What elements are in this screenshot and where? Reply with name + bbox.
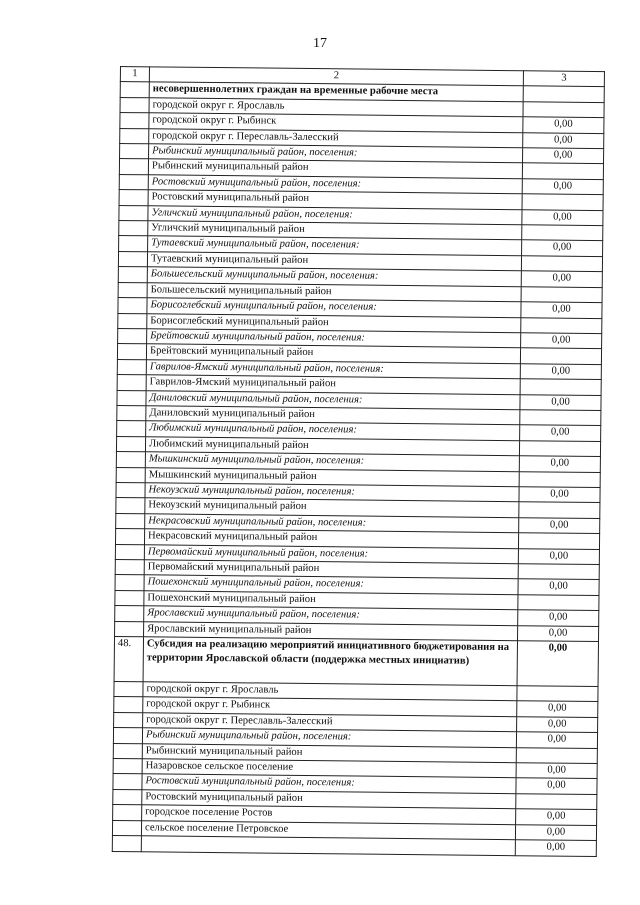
row-value: 0,00 (516, 809, 597, 825)
row-number (113, 774, 142, 790)
row-number (115, 606, 144, 622)
row-value: 0,00 (523, 117, 604, 133)
row-number (114, 682, 143, 698)
row-name: Гаврилов-Ямский муниципальный район (146, 375, 520, 394)
row-value: 0,00 (522, 209, 603, 225)
row-name: Ростовский муниципальный район, поселения: (148, 175, 522, 194)
row-number (117, 421, 146, 437)
row-number (112, 820, 141, 836)
row-name: Первомайский муниципальный район, поселения: (144, 544, 518, 563)
row-name: Угличский муниципальный район, поселения: (148, 205, 522, 224)
row-name: Назаровское сельское поселение (142, 759, 516, 778)
row-value: 0,00 (518, 548, 599, 564)
row-value (519, 471, 600, 487)
row-value: 0,00 (516, 778, 597, 794)
row-name: Ростовский муниципальный район (148, 190, 522, 209)
row-name: Ростовский муниципальный район, поселения: (142, 774, 516, 793)
row-value: 0,00 (515, 824, 596, 840)
row-value (519, 502, 600, 518)
row-value: 0,00 (522, 240, 603, 256)
row-name: Большесельский муниципальный район, поселения: (147, 267, 521, 286)
row-value (518, 595, 599, 611)
row-name: Даниловский муниципальный район (146, 406, 520, 425)
row-number (116, 467, 145, 483)
row-number (120, 128, 149, 144)
row-number (119, 236, 148, 252)
row-number (116, 498, 145, 514)
row-value: 0,00 (523, 132, 604, 148)
row-number (115, 544, 144, 560)
row-name: городской округ г. Переславль-Залесский (149, 128, 523, 147)
row-number (115, 590, 144, 606)
row-number (116, 436, 145, 452)
row-number (112, 836, 141, 852)
row-value (523, 86, 604, 102)
row-name: Пошехонский муниципальный район (144, 591, 518, 610)
row-value (522, 225, 603, 241)
row-number (118, 282, 147, 298)
row-name: Ярославский муниципальный район (144, 621, 518, 640)
row-name: Некоузский муниципальный район (145, 498, 519, 517)
row-value: 0,00 (516, 763, 597, 779)
row-number (118, 328, 147, 344)
row-value (519, 440, 600, 456)
row-value: 0,00 (518, 625, 599, 641)
header-col-3: 3 (523, 71, 604, 87)
row-value (520, 379, 601, 395)
row-name: городской округ г. Ярославль (143, 682, 517, 701)
row-value (517, 686, 598, 702)
row-number (113, 789, 142, 805)
row-number (117, 344, 146, 360)
row-name: Ростовский муниципальный район (142, 790, 516, 809)
row-name: городской округ г. Рыбинск (149, 113, 523, 132)
row-value: 0,00 (521, 302, 602, 318)
row-value: 0,00 (521, 271, 602, 287)
row-name: Некоузский муниципальный район, поселения: (145, 483, 519, 502)
row-value: 0,00 (518, 579, 599, 595)
row-number (120, 82, 149, 98)
row-number (120, 113, 149, 129)
row-number (120, 97, 149, 113)
row-name: Большесельский муниципальный район (147, 282, 521, 301)
row-name: Гаврилов-Ямский муниципальный район, поселения: (146, 360, 520, 379)
row-number (119, 190, 148, 206)
row-name: Рыбинский муниципальный район (148, 159, 522, 178)
row-value (522, 194, 603, 210)
row-number (115, 621, 144, 637)
row-number (118, 251, 147, 267)
subsidy-value: 0,00 (517, 641, 598, 687)
row-name: Некрасовский муниципальный район (144, 529, 518, 548)
row-name: городской округ г. Рыбинск (143, 697, 517, 716)
row-number (113, 759, 142, 775)
row-number (118, 298, 147, 314)
row-name (141, 836, 515, 855)
row-number (117, 390, 146, 406)
row-name: Пошехонский муниципальный район, поселения: (144, 575, 518, 594)
row-value: 0,00 (520, 363, 601, 379)
row-number (116, 482, 145, 498)
row-value (521, 286, 602, 302)
row-name: Рыбинский муниципальный район (142, 743, 516, 762)
row-number (117, 359, 146, 375)
row-name: Некрасовский муниципальный район, поселения: (145, 514, 519, 533)
subsidy-row (114, 637, 598, 687)
row-name: Тутаевский муниципальный район (147, 252, 521, 271)
row-value: 0,00 (520, 425, 601, 441)
row-value (518, 533, 599, 549)
row-value: 0,00 (517, 717, 598, 733)
row-name: Даниловский муниципальный район, поселения: (146, 390, 520, 409)
row-value (518, 564, 599, 580)
header-col-1: 1 (120, 67, 149, 83)
row-number (113, 728, 142, 744)
row-name: Ярославский муниципальный район, поселения: (144, 606, 518, 625)
row-number (120, 144, 149, 160)
row-number (119, 205, 148, 221)
row-number (119, 221, 148, 237)
budget-table (112, 66, 605, 857)
row-name: Любимский муниципальный район, поселения: (146, 421, 520, 440)
row-number (117, 375, 146, 391)
row-value: 0,00 (518, 610, 599, 626)
subsidy-title: Субсидия на реализацию мероприятий инициативного бюджетирования на территории Ярославской области (поддержка местных инициатив) (143, 637, 517, 686)
row-name: Любимский муниципальный район (145, 437, 519, 456)
row-name: Брейтовский муниципальный район, поселения: (147, 329, 521, 348)
row-name: сельское поселение Петровское (141, 820, 515, 839)
header-col-2: 2 (149, 67, 523, 86)
row-number (116, 513, 145, 529)
row-value (521, 256, 602, 272)
row-value (520, 348, 601, 364)
row-value: 0,00 (517, 701, 598, 717)
row-name: Мышкинский муниципальный район (145, 467, 519, 486)
row-name: Первомайский муниципальный район (144, 560, 518, 579)
row-number (117, 405, 146, 421)
row-value: 0,00 (519, 456, 600, 472)
row-name: Брейтовский муниципальный район (146, 344, 520, 363)
row-number (115, 529, 144, 545)
row-value (523, 102, 604, 118)
row-name: несовершеннолетних граждан на временные рабочие места (149, 82, 523, 101)
row-name: Угличский муниципальный район (148, 221, 522, 240)
row-name: Рыбинский муниципальный район, поселения: (142, 728, 516, 747)
row-number (118, 313, 147, 329)
row-name: Рыбинский муниципальный район, поселения: (149, 144, 523, 163)
row-name: городское поселение Ростов (142, 805, 516, 824)
row-name: городской округ г. Ярославль (149, 98, 523, 117)
row-number (115, 575, 144, 591)
row-name: Мышкинский муниципальный район, поселения: (145, 452, 519, 471)
row-value: 0,00 (520, 394, 601, 410)
row-number (116, 452, 145, 468)
row-number (113, 805, 142, 821)
row-value: 0,00 (515, 840, 596, 856)
row-number (118, 267, 147, 283)
row-number (119, 159, 148, 175)
page-number: 17 (313, 36, 327, 51)
row-value (520, 410, 601, 426)
row-name: Тутаевский муниципальный район, поселения: (148, 236, 522, 255)
row-value (516, 794, 597, 810)
row-value: 0,00 (519, 487, 600, 503)
row-value: 0,00 (516, 732, 597, 748)
row-name: Борисоглебский муниципальный район, поселения: (147, 298, 521, 317)
row-number (114, 697, 143, 713)
row-value: 0,00 (519, 517, 600, 533)
row-name: Борисоглебский муниципальный район (147, 313, 521, 332)
row-value (521, 317, 602, 333)
row-value: 0,00 (523, 148, 604, 164)
row-number (119, 174, 148, 190)
row-value: 0,00 (521, 333, 602, 349)
row-value: 0,00 (522, 179, 603, 195)
row-number (114, 712, 143, 728)
row-number (113, 743, 142, 759)
subsidy-number: 48. (114, 637, 143, 682)
row-name: городской округ г. Переславль-Залесский (143, 713, 517, 732)
row-value (516, 747, 597, 763)
row-value (522, 163, 603, 179)
row-number (115, 559, 144, 575)
